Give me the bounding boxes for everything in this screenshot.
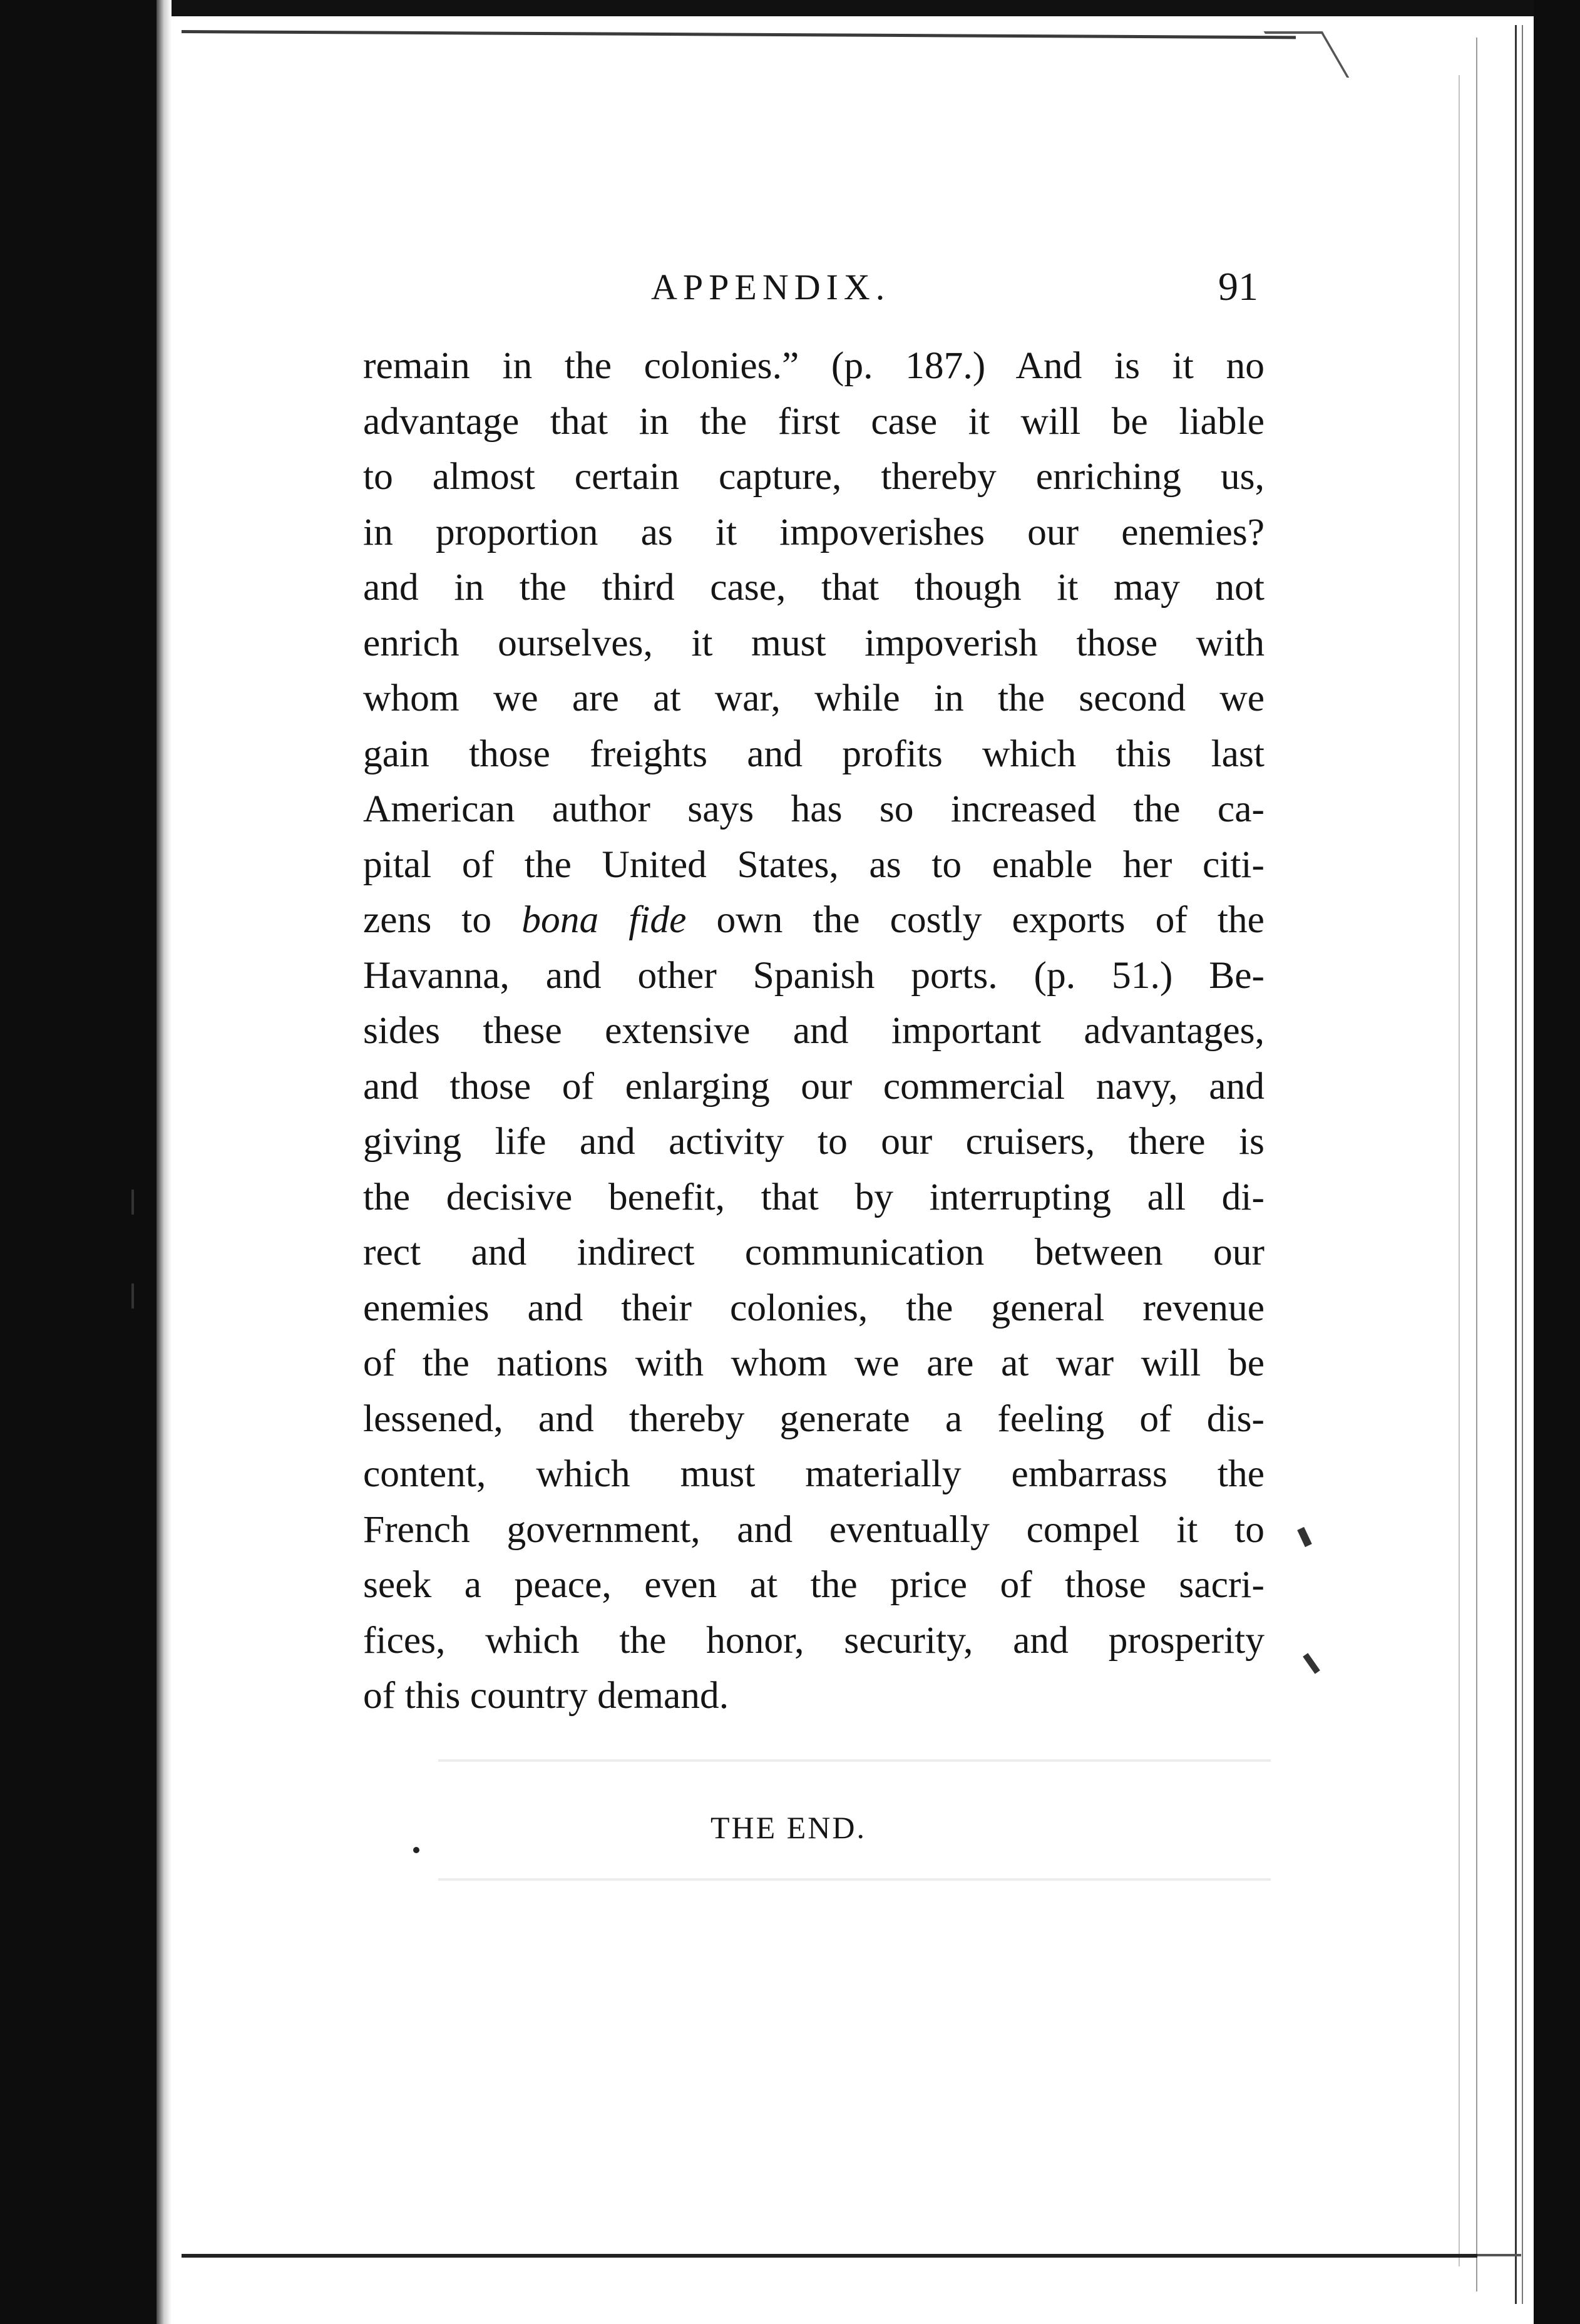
scan-speck [1297,1527,1312,1547]
text-line: of the nations with whom we are at war will be [363,1342,1265,1384]
text-line: enrich ourselves, it must impoverish those with [363,621,1265,664]
text-line: giving life and activity to our cruisers, there is [363,1120,1265,1163]
text-line: in proportion as it impoverishes our enemies? [363,510,1265,553]
scan-dot [413,1847,419,1853]
text-line: gain those freights and profits which this last [363,732,1265,775]
text-line: rect and indirect communication between our [363,1231,1265,1273]
text-line: the decisive benefit, that by interrupting all di- [363,1175,1265,1218]
text-line: fices, which the honor, security, and prosperity [363,1618,1265,1662]
page-number: 91 [1218,264,1258,309]
page-bottom-edge [182,2254,1477,2258]
text-line: and in the third case, that though it may not [363,566,1265,609]
text-line: French government, and eventually compel it to [363,1508,1265,1551]
text-line: of this country demand. [363,1674,729,1717]
show-through-line [438,1878,1271,1881]
text-line: sides these extensive and important advantages, [363,1009,1265,1052]
page-header [369,260,1265,322]
page-top-edge [182,30,1296,39]
italic-phrase: bona fide [521,898,687,941]
scan-speck [131,1190,134,1215]
show-through-line [438,1759,1271,1762]
page-corner-fold [1264,31,1350,78]
page-bottom-edge-right [1477,2254,1521,2256]
text-line: to almost certain capture, thereby enriching us, [363,455,1265,498]
text-line: remain in the colonies.” (p. 187.) And is it no [363,344,1265,387]
page-edge-inner [1476,38,1477,2291]
text-line: pital of the United States, as to enable her citi- [363,843,1265,886]
scan-left-border [0,0,156,2324]
scan-speck [131,1283,134,1309]
text-line: zens to bona fide own the costly exports of the [363,898,1265,941]
text-line: Havanna, and other Spanish ports. (p. 51.) Be- [363,954,1265,997]
scan-speck [1303,1653,1320,1674]
scan-top-border [0,0,1580,16]
body-text [363,338,1265,1724]
end-marker: THE END. [710,1810,866,1845]
text-line: content, which must materially embarrass the [363,1452,1265,1495]
text-line: American author says has so increased the ca- [363,788,1265,830]
page-edge-shadow [1459,75,1460,2266]
page-edge [1515,25,1523,2304]
scan-right-border [1534,0,1580,2324]
book-gutter [156,0,172,2324]
text-line: enemies and their colonies, the general revenue [363,1286,1265,1329]
text-line: and those of enlarging our commercial navy, and [363,1064,1265,1108]
running-head: APPENDIX. [651,267,891,307]
text-line: advantage that in the first case it will be liable [363,399,1265,443]
text-line: seek a peace, even at the price of those sacri- [363,1563,1265,1606]
text-line: lessened, and thereby generate a feeling of dis- [363,1397,1265,1440]
text-line: whom we are at war, while in the second we [363,677,1265,719]
